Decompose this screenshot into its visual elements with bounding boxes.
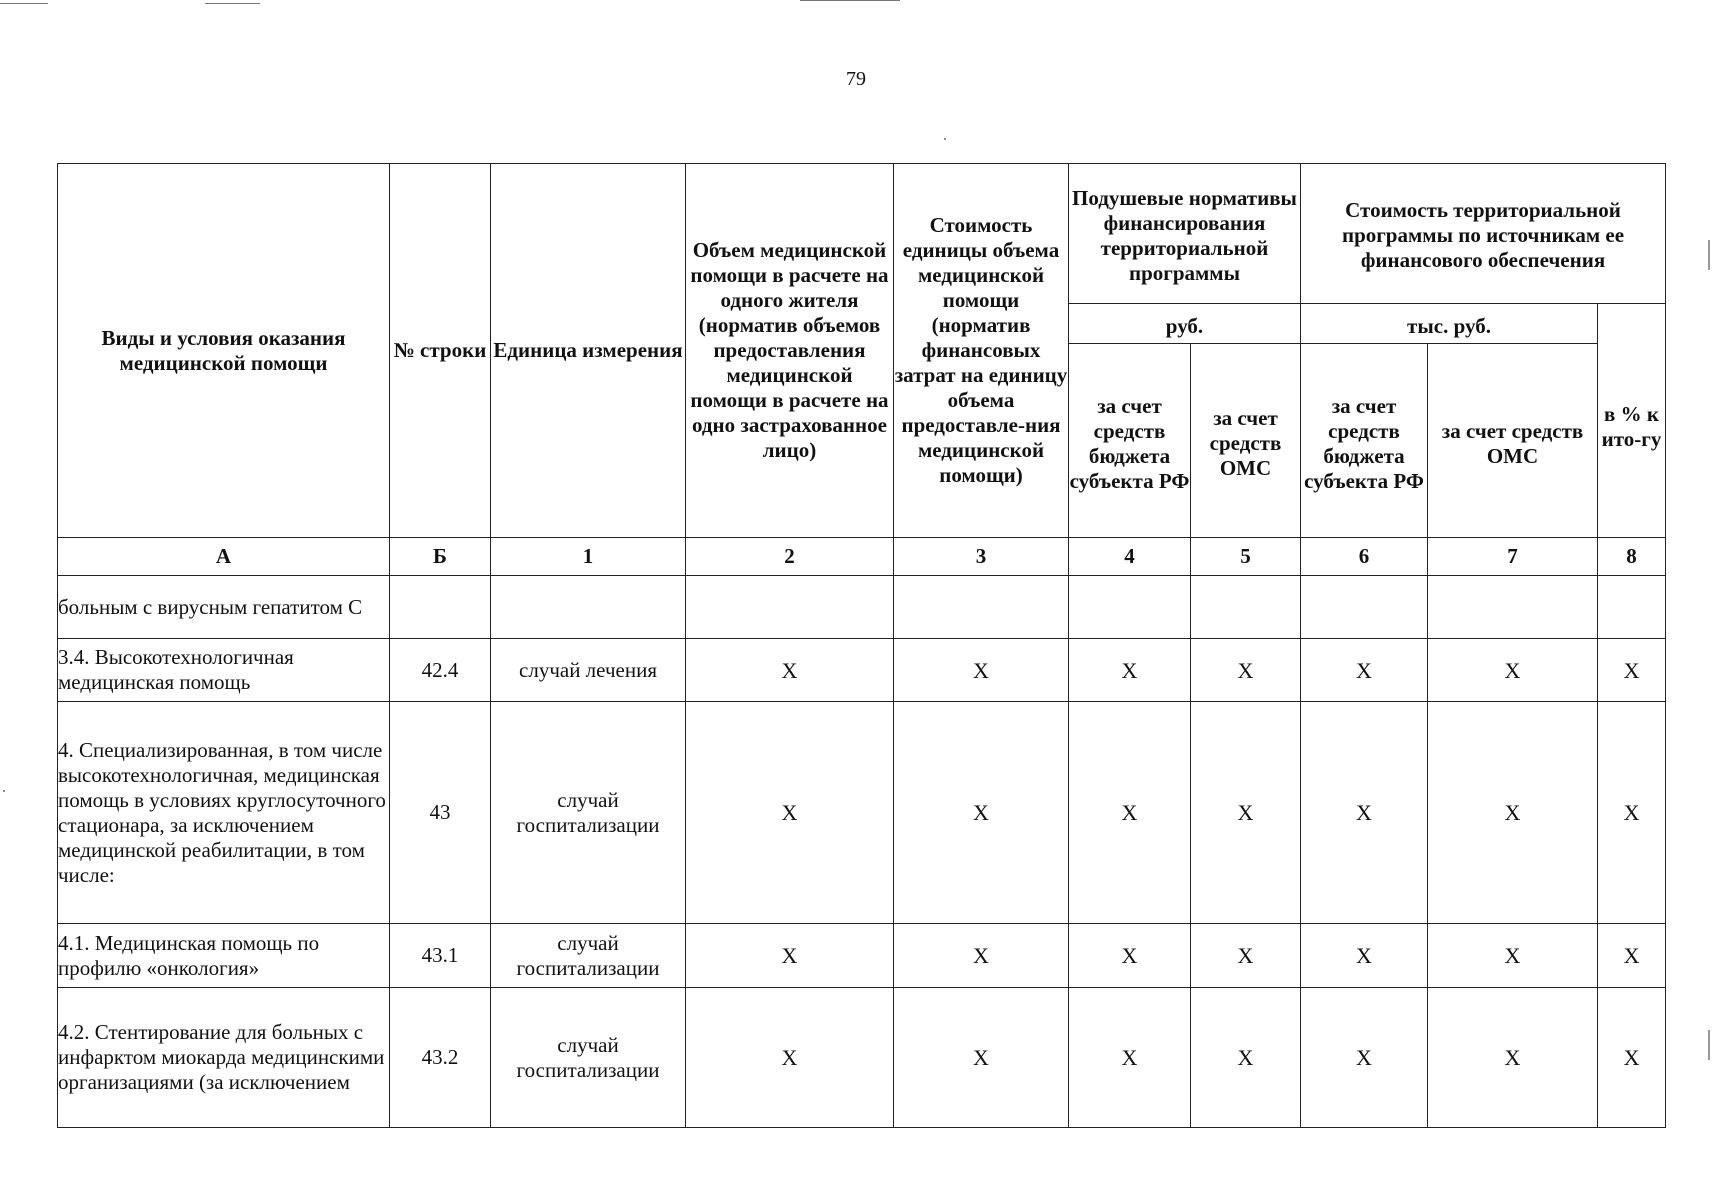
header-row-number: № строки bbox=[390, 164, 491, 538]
row-unit bbox=[491, 576, 686, 639]
row-value: Х bbox=[1598, 702, 1666, 924]
table-row bbox=[58, 924, 1666, 988]
scan-artifact-dot bbox=[3, 790, 5, 792]
row-unit: случай госпитализации bbox=[491, 924, 686, 988]
row-value: Х bbox=[1598, 988, 1666, 1128]
row-value: Х bbox=[686, 702, 894, 924]
row-number: 43.2 bbox=[390, 988, 491, 1128]
header-cost: Стоимость единицы объема медицинской помощи (норматив финансовых затрат на единицу объема предоставле-ния медицинской помощи) bbox=[894, 164, 1069, 538]
scan-artifact-edge bbox=[1708, 1030, 1710, 1060]
column-number: 6 bbox=[1301, 538, 1428, 576]
column-number: 1 bbox=[491, 538, 686, 576]
table-body bbox=[58, 576, 1666, 1128]
row-value: Х bbox=[1069, 988, 1191, 1128]
financing-table bbox=[57, 163, 1666, 1128]
row-value: Х bbox=[1069, 924, 1191, 988]
row-value: Х bbox=[686, 639, 894, 702]
row-value: Х bbox=[1428, 988, 1598, 1128]
row-unit: случай госпитализации bbox=[491, 702, 686, 924]
row-number: 42.4 bbox=[390, 639, 491, 702]
row-value: Х bbox=[1069, 639, 1191, 702]
scan-artifact-line bbox=[0, 3, 48, 4]
header-unit-rub: руб. bbox=[1069, 304, 1301, 344]
header-volume: Объем медицинской помощи в расчете на одного жителя (норматив объемов предоставления медицинской помощи в расчете на одно застрахованное лицо) bbox=[686, 164, 894, 538]
header-oms-thousand: за счет средств ОМС bbox=[1428, 344, 1598, 538]
row-value: Х bbox=[894, 639, 1069, 702]
header-budget-rub: за счет средств бюджета субъекта РФ bbox=[1069, 344, 1191, 538]
row-unit: случай лечения bbox=[491, 639, 686, 702]
row-value: Х bbox=[894, 702, 1069, 924]
header-per-capita: Подушевые нормативы финансирования территориальной программы bbox=[1069, 164, 1301, 304]
scan-artifact-dot bbox=[944, 138, 946, 140]
row-value: Х bbox=[1598, 924, 1666, 988]
column-number: А bbox=[58, 538, 390, 576]
column-number: 5 bbox=[1191, 538, 1301, 576]
row-value: Х bbox=[1301, 639, 1428, 702]
row-value bbox=[1069, 576, 1191, 639]
row-value: Х bbox=[1301, 702, 1428, 924]
scan-artifact-line bbox=[205, 3, 260, 4]
row-value: Х bbox=[686, 924, 894, 988]
row-value bbox=[1301, 576, 1428, 639]
header-program-cost: Стоимость территориальной программы по источникам ее финансового обеспечения bbox=[1301, 164, 1666, 304]
table-row bbox=[58, 639, 1666, 702]
column-number: 3 bbox=[894, 538, 1069, 576]
row-value: Х bbox=[1428, 702, 1598, 924]
row-description: 4.2. Стентирование для больных с инфарктом миокарда медицинскими организациями (за исключением bbox=[58, 988, 390, 1128]
row-number: 43.1 bbox=[390, 924, 491, 988]
row-value: Х bbox=[1191, 924, 1301, 988]
row-description: 4. Специализированная, в том числе высокотехнологичная, медицинская помощь в условиях круглосуточного стационара, за исключением медицинской реабилитации, в том числе: bbox=[58, 702, 390, 924]
row-value: Х bbox=[894, 988, 1069, 1128]
row-value: Х bbox=[1191, 988, 1301, 1128]
row-value: Х bbox=[1428, 924, 1598, 988]
header-oms-rub: за счет средств ОМС bbox=[1191, 344, 1301, 538]
row-description: больным с вирусным гепатитом С bbox=[58, 576, 390, 639]
row-value bbox=[686, 576, 894, 639]
column-number: 2 bbox=[686, 538, 894, 576]
row-value: Х bbox=[1428, 639, 1598, 702]
page-number: 79 bbox=[846, 68, 866, 90]
row-value: Х bbox=[1191, 702, 1301, 924]
row-value: Х bbox=[686, 988, 894, 1128]
row-value: Х bbox=[1301, 924, 1428, 988]
header-unit: Единица измерения bbox=[491, 164, 686, 538]
table-row bbox=[58, 988, 1666, 1128]
table-header bbox=[58, 164, 1666, 576]
header-unit-thousand-rub: тыс. руб. bbox=[1301, 304, 1598, 344]
table-row bbox=[58, 576, 1666, 639]
row-value bbox=[1428, 576, 1598, 639]
row-value: Х bbox=[1069, 702, 1191, 924]
header-type: Виды и условия оказания медицинской помощи bbox=[58, 164, 390, 538]
row-value: Х bbox=[1191, 639, 1301, 702]
row-value: Х bbox=[1598, 639, 1666, 702]
column-number: 7 bbox=[1428, 538, 1598, 576]
row-value bbox=[894, 576, 1069, 639]
header-budget-thousand: за счет средств бюджета субъекта РФ bbox=[1301, 344, 1428, 538]
row-value: Х bbox=[894, 924, 1069, 988]
row-number bbox=[390, 576, 491, 639]
column-number: 4 bbox=[1069, 538, 1191, 576]
row-number: 43 bbox=[390, 702, 491, 924]
row-description: 3.4. Высокотехнологичная медицинская помощь bbox=[58, 639, 390, 702]
row-value: Х bbox=[1301, 988, 1428, 1128]
scan-artifact-line bbox=[800, 0, 900, 1]
row-unit: случай госпитализации bbox=[491, 988, 686, 1128]
row-value bbox=[1191, 576, 1301, 639]
column-number: 8 bbox=[1598, 538, 1666, 576]
scan-artifact-edge bbox=[1708, 240, 1710, 270]
column-number: Б bbox=[390, 538, 491, 576]
header-percent-total: в % к ито-гу bbox=[1598, 304, 1666, 538]
row-value bbox=[1598, 576, 1666, 639]
row-description: 4.1. Медицинская помощь по профилю «онкология» bbox=[58, 924, 390, 988]
table-row bbox=[58, 702, 1666, 924]
